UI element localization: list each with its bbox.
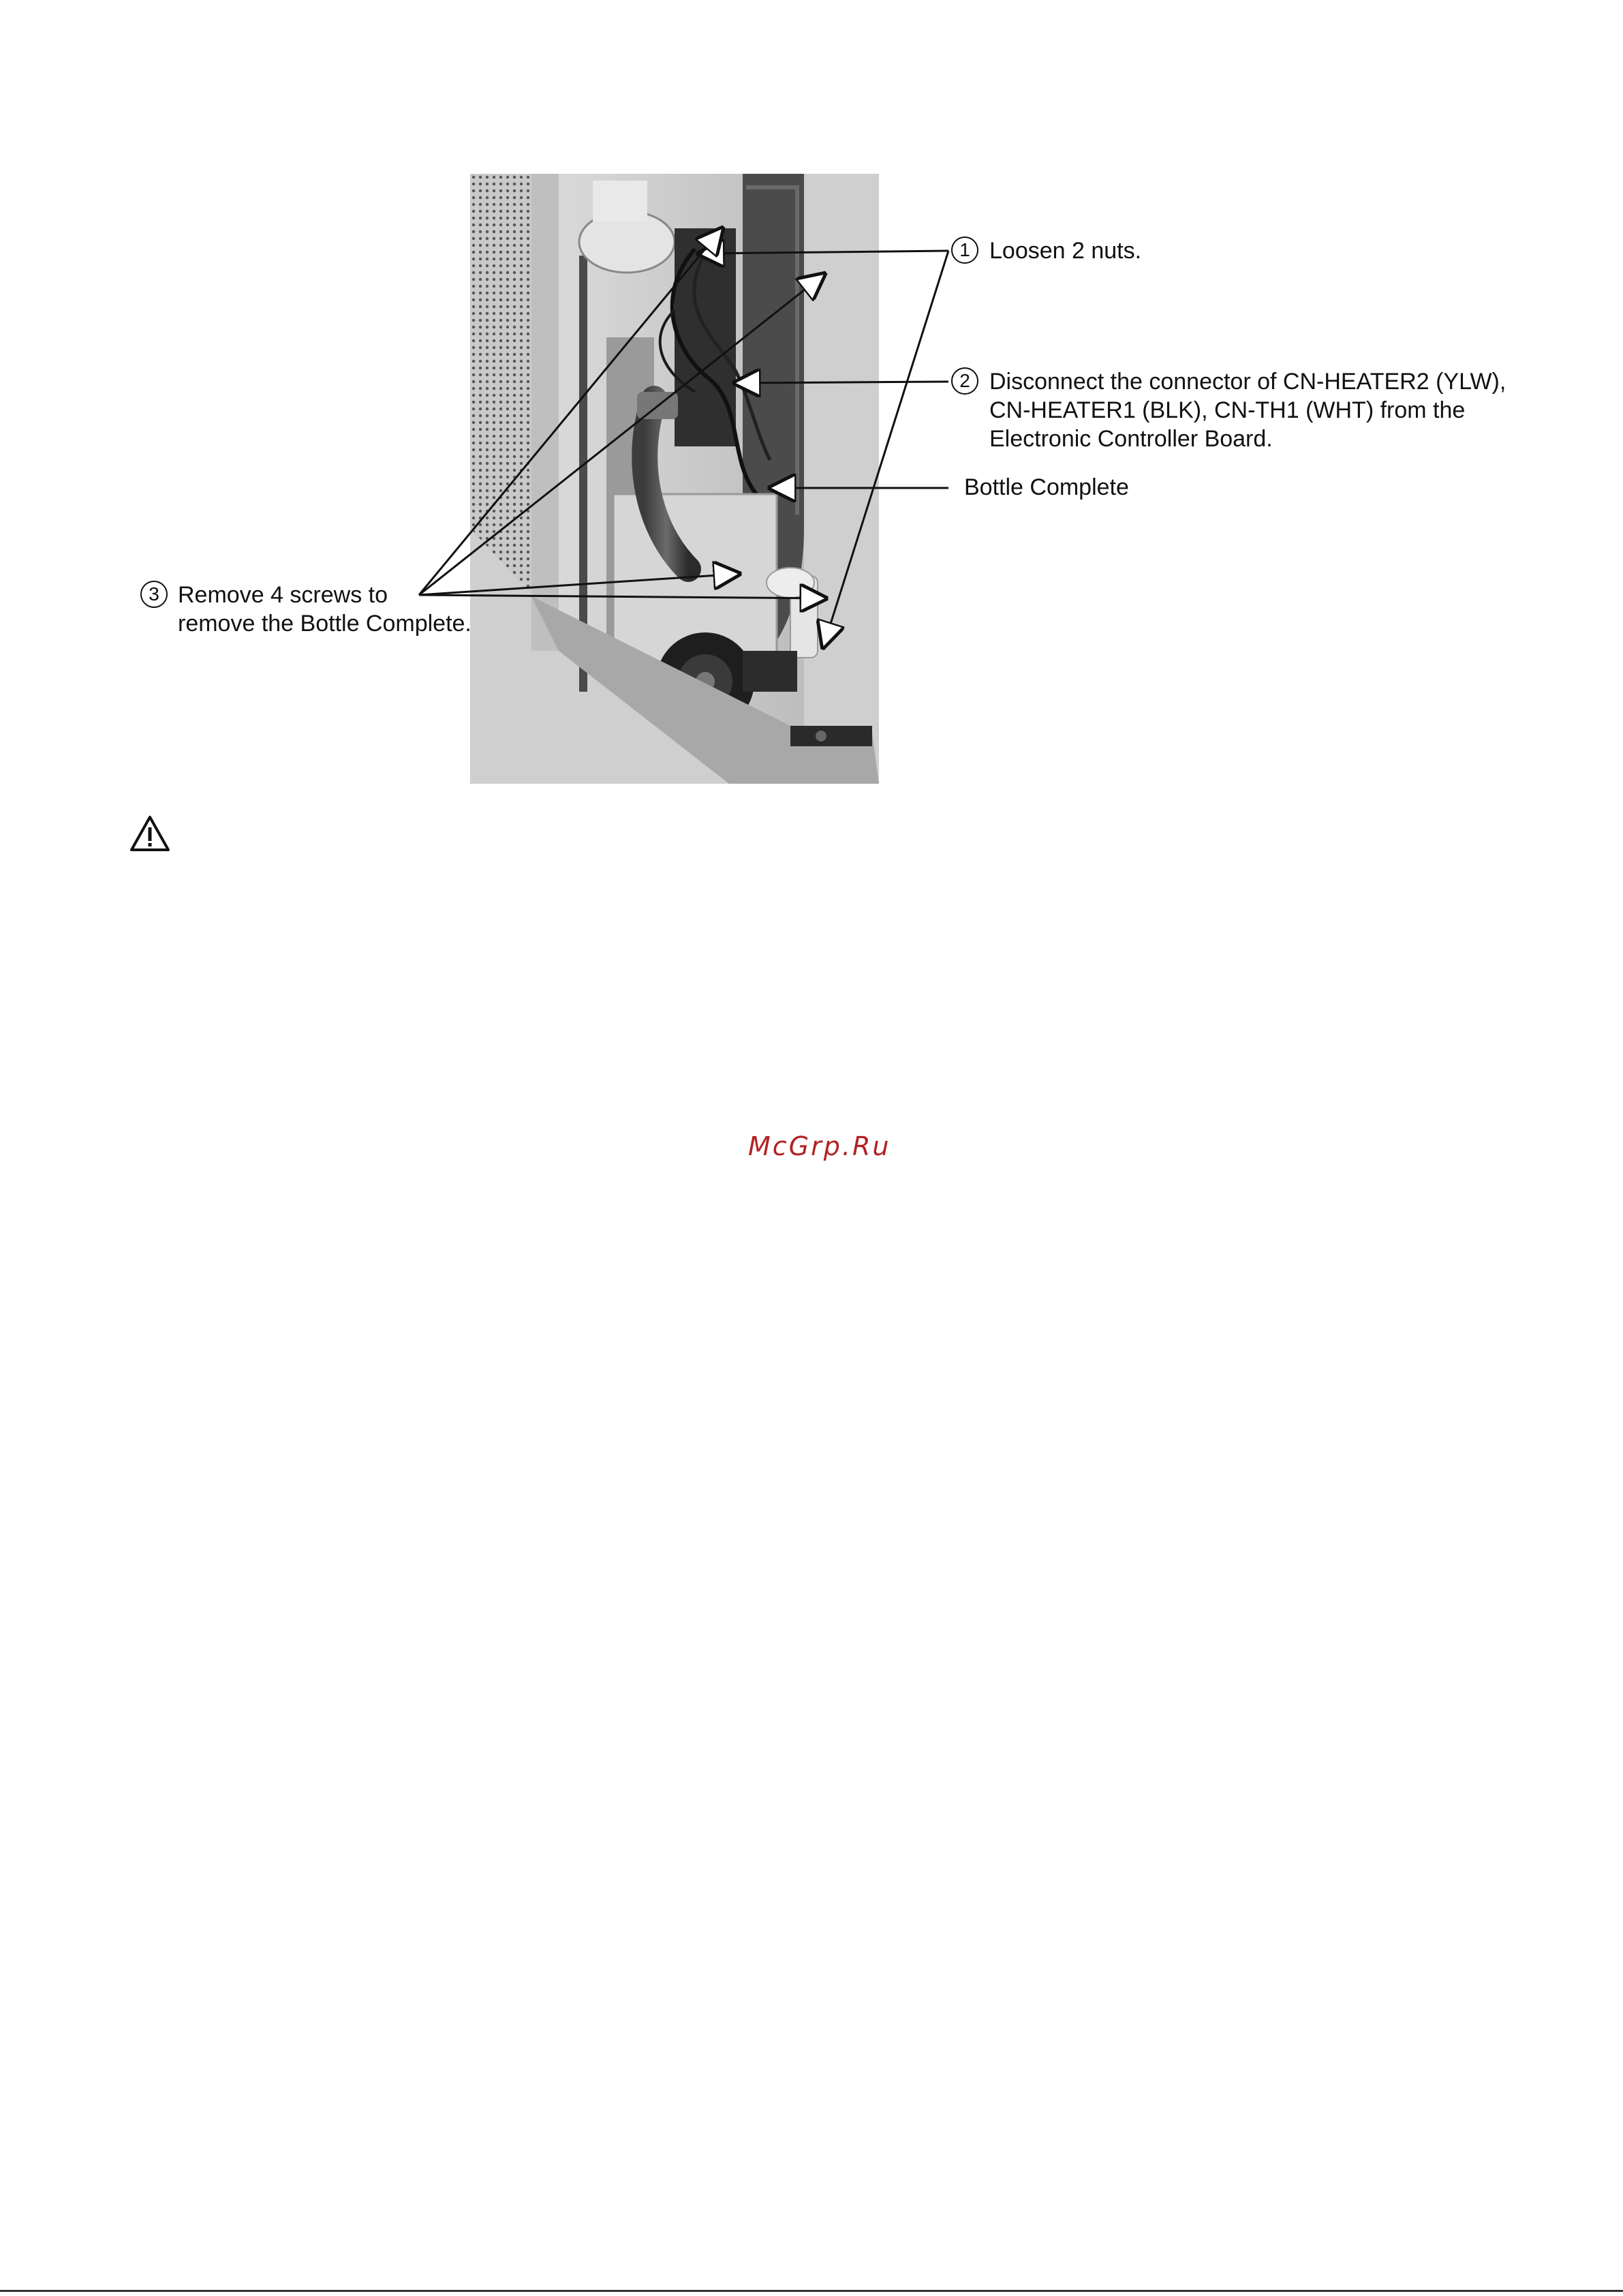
step1-text: Loosen 2 nuts.: [989, 238, 1142, 264]
step2-number: 2: [951, 367, 978, 395]
footer-rule: [0, 2290, 1623, 2292]
step3-line2: remove the Bottle Complete.: [178, 611, 472, 637]
watermark: McGrp.Ru: [748, 1131, 891, 1161]
step3-line1: Remove 4 screws to: [178, 582, 388, 608]
warning-triangle-icon: [129, 815, 170, 852]
step1-number: 1: [951, 236, 978, 264]
step2-line1: Disconnect the connector of CN-HEATER2 (YLW),: [989, 369, 1506, 395]
step2-line2: CN-HEATER1 (BLK), CN-TH1 (WHT) from the: [989, 397, 1466, 423]
step3-number: 3: [140, 581, 168, 608]
unit-photo: [470, 174, 879, 784]
step2-line3: Electronic Controller Board.: [989, 426, 1273, 452]
bottle-complete-label: Bottle Complete: [964, 474, 1129, 500]
